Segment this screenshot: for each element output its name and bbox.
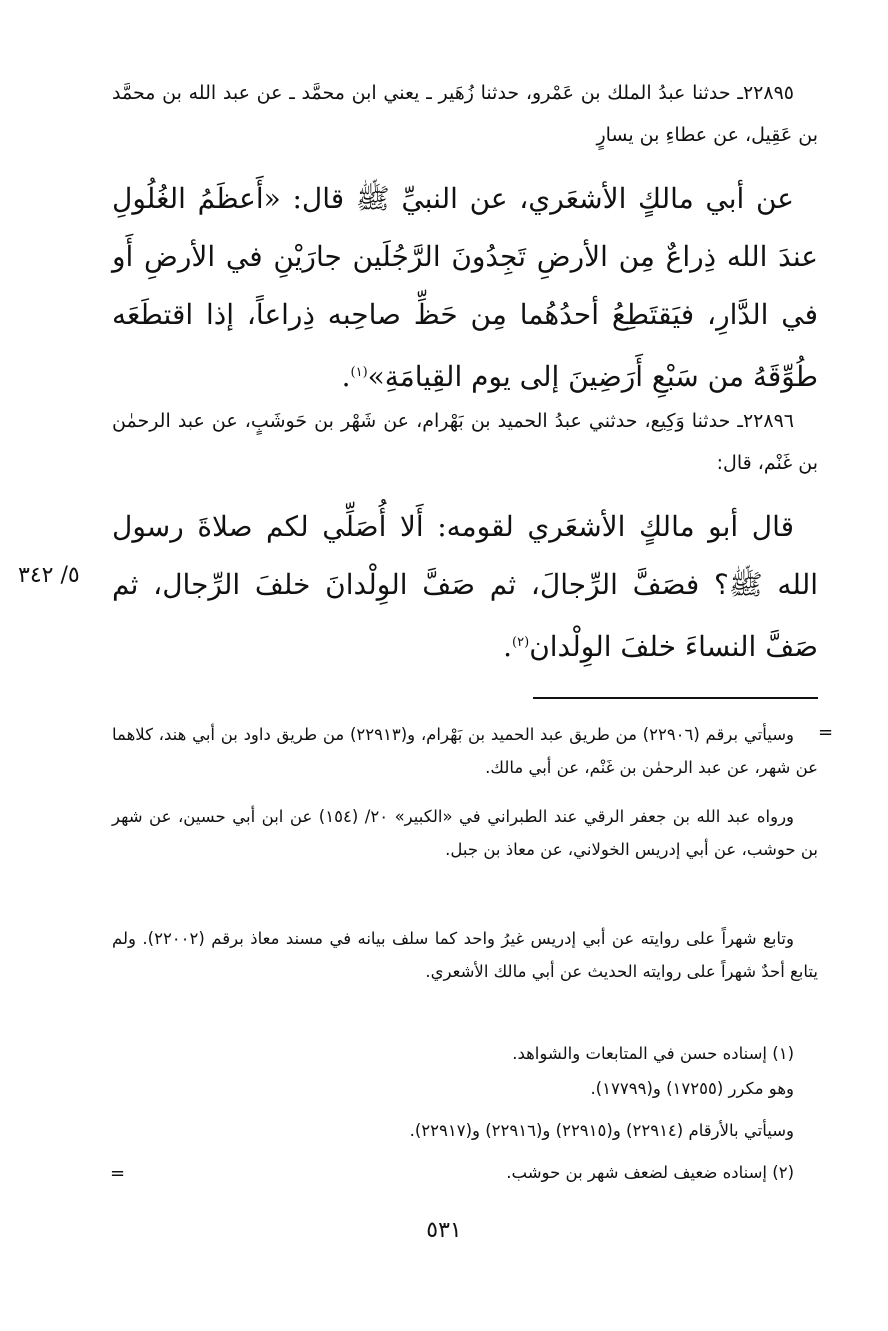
footnote-ref-1: (١) (350, 365, 368, 380)
footnote-2-line-1 (112, 1156, 794, 1189)
margin-page-reference: ٥/ ٣٤٢ (18, 563, 80, 588)
footnote-paragraph-2-text: ورواه عبد الله بن جعفر الرقي عند الطبراني في «الكبير» ٢٠/ (١٥٤) عن ابن أبي حسين، عن شهر بن حوشب، عن أبي إدريس الخولاني، عن معاذ بن جبل. (112, 807, 818, 859)
footnote-paragraph-1 (112, 718, 818, 784)
page-number: ٥٣١ (426, 1218, 462, 1243)
hadith-22895-matn-end: . (341, 360, 351, 393)
footnote-2-line-1-text: (٢) إسناده ضعيف لضعف شهر بن حوشب. (506, 1163, 794, 1182)
footnote-1-line-2-text: وهو مكرر (١٧٢٥٥) و(١٧٧٩٩). (590, 1079, 794, 1098)
footnote-1-line-1 (112, 1037, 794, 1070)
hadith-22896-isnad-text: ٢٢٨٩٦ـ حدثنا وَكِيع، حدثني عبدُ الحميد بن بَهْرام، عن شَهْر بن حَوشَبٍ، عن عبد الرحمٰن بن غَنْم، قال: (112, 410, 818, 474)
footnote-paragraph-2 (112, 800, 818, 866)
footnote-paragraph-3-text: وتابع شهراً على روايته عن أبي إدريس غيرُ واحد كما سلف بيانه في مسند معاذ برقم (٢٢٠٠٢). ولم يتابع أحدٌ شهراً على روايته الحديث عن أبي مالك الأشعري. (112, 929, 818, 981)
footnote-paragraph-1-text: وسيأتي برقم (٢٢٩٠٦) من طريق عبد الحميد بن بَهْرام، و(٢٢٩١٣) من طريق داود بن أبي هند، كلاهما عن شهر، عن عبد الرحمٰن بن غَنْم، عن أبي مالك. (112, 725, 818, 777)
footnote-1-line-3-text: وسيأتي بالأرقام (٢٢٩١٤) و(٢٢٩١٥) و(٢٢٩١٦) و(٢٢٩١٧). (409, 1121, 794, 1140)
hadith-22895-isnad (112, 72, 818, 156)
hadith-22896-matn-text: قال أبو مالكٍ الأشعَري لقومه: أَلا أُصَلِّي لكم صلاةَ رسول الله ﷺ؟ فصَفَّ الرِّجالَ، ثم صَفَّ الوِلْدانَ خلفَ الرِّجال، ثم صَفَّ النساءَ خلفَ الوِلْدان (112, 510, 819, 663)
hadith-22895-matn-text: عن أبي مالكٍ الأشعَري، عن النبيِّ ﷺ قال: «أَعظَمُ الغُلُولِ عندَ الله ذِراعٌ مِن الأرضِ تَجِدُونَ الرَّجُلَين جارَيْنِ في الأرضِ أَو في الدَّارِ، فيَقتَطِعُ أحدُهُما مِن حَظِّ صاحِبه ذِراعاً، إذا اقتطَعَه طُوِّقَهُ من سَبْعِ أَرَضِينَ إلى يوم القِيامَةِ» (112, 182, 818, 393)
footnote-paragraph-3 (112, 922, 818, 988)
hadith-22896-isnad (112, 400, 818, 484)
hadith-22895-matn (112, 170, 818, 406)
hadith-22895-isnad-text: ٢٢٨٩٥ـ حدثنا عبدُ الملك بن عَمْرو، حدثنا زُهَير ـ يعني ابن محمَّد ـ عن عبد الله بن محمَّد بن عَقِيل، عن عطاءِ بن يسارٍ (112, 82, 818, 146)
continuation-mark-top: = (818, 722, 834, 743)
continuation-mark-bottom: = (110, 1163, 126, 1184)
hadith-22896-matn (112, 498, 818, 676)
footnote-1-line-3 (112, 1114, 794, 1147)
footnote-ref-2: (٢) (512, 635, 530, 650)
footnote-separator (533, 697, 818, 699)
footnote-1-line-2 (112, 1072, 794, 1105)
footnote-1-line-1-text: (١) إسناده حسن في المتابعات والشواهد. (512, 1044, 794, 1063)
hadith-22896-matn-end: . (503, 630, 513, 663)
